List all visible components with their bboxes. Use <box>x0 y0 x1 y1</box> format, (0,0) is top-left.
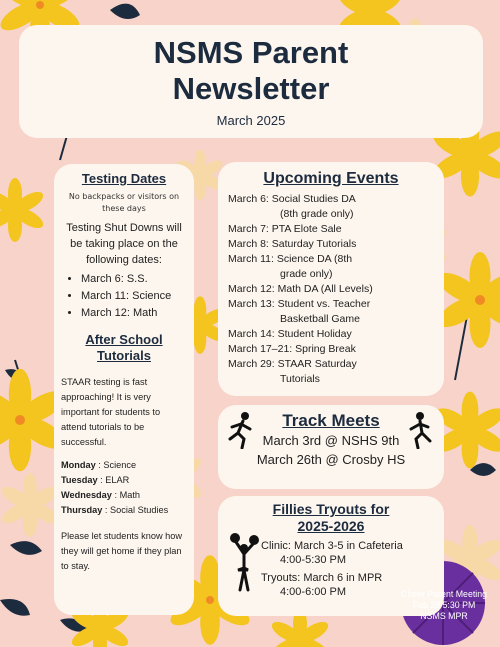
testing-note: No backpacks or visitors on these days <box>68 192 180 213</box>
newsletter-title-line2: Newsletter <box>172 71 330 106</box>
testing-tutorials-card <box>54 164 194 615</box>
clinic-info: Clinic: March 3-5 in Cafeteria 4:00-5:30 PM <box>261 540 403 566</box>
list-item: March 13: Student vs. Teacher Basketball Game <box>228 298 371 325</box>
schedule-row: Tuesday : ELAR <box>61 475 130 485</box>
runner-icon <box>226 411 256 449</box>
list-item: • March 6: S.S. <box>81 271 187 288</box>
upcoming-events-heading: Upcoming Events <box>263 170 399 187</box>
newsletter-title-line1: NSMS Parent <box>153 35 349 70</box>
list-item: March 29: STAAR Saturday Tutorials <box>228 358 357 385</box>
track-meets-heading: Track Meets <box>282 411 380 430</box>
tutorials-heading: After School Tutorials <box>85 332 163 363</box>
track-meets-card <box>218 405 444 489</box>
newsletter-date: March 2025 <box>216 113 286 128</box>
list-item: March 11: Science DA (8th grade only) <box>228 253 353 280</box>
testing-lead: Testing Shut Downs will be taking place on the following dates: <box>66 222 182 266</box>
list-item: March 8: Saturday Tutorials <box>228 238 357 250</box>
track-meet-line: March 3rd @ NSHS 9th <box>262 433 400 448</box>
list-item: • March 11: Science <box>81 288 187 305</box>
schedule-row: Wednesday : Math <box>61 490 140 500</box>
schedule-row: Monday : Science <box>61 460 137 470</box>
runner-icon <box>406 411 436 449</box>
list-item: • March 12: Math <box>81 305 187 322</box>
list-item: March 6: Social Studies DA (8th grade only) <box>228 193 356 220</box>
list-item: March 12: Math DA (All Levels) <box>228 283 373 295</box>
upcoming-events-card <box>218 162 444 396</box>
list-item: March 14: Student Holiday <box>228 328 352 340</box>
list-item: March 17–21: Spring Break <box>228 343 356 355</box>
track-meet-line: March 26th @ Crosby HS <box>256 452 406 467</box>
cheerleader-icon <box>228 532 260 594</box>
tutorials-closing: Please let students know how they will get home if they plan to stay. <box>61 531 183 571</box>
tutorials-paragraph: STAAR testing is fast approaching! It is very important for students to attend tutorials to be successful. <box>61 377 161 447</box>
testing-dates-heading: Testing Dates <box>81 171 167 186</box>
tutorials-schedule <box>61 458 187 518</box>
schedule-row: Thursday : Social Studies <box>61 505 169 515</box>
tryouts-info: Tryouts: March 6 in MPR 4:00-6:00 PM <box>261 572 383 598</box>
events-list <box>228 192 434 387</box>
fillies-heading-line1: Fillies Tryouts for <box>272 501 390 517</box>
newsletter-header <box>19 25 483 138</box>
fillies-heading-line2: 2025-2026 <box>297 518 365 534</box>
testing-dates-list <box>61 271 187 322</box>
list-item: March 7: PTA Elote Sale <box>228 223 342 235</box>
cheer-meeting-badge: Cheer Parent Meeting Feb 28 5:30 PM NSMS MPR <box>400 589 488 621</box>
